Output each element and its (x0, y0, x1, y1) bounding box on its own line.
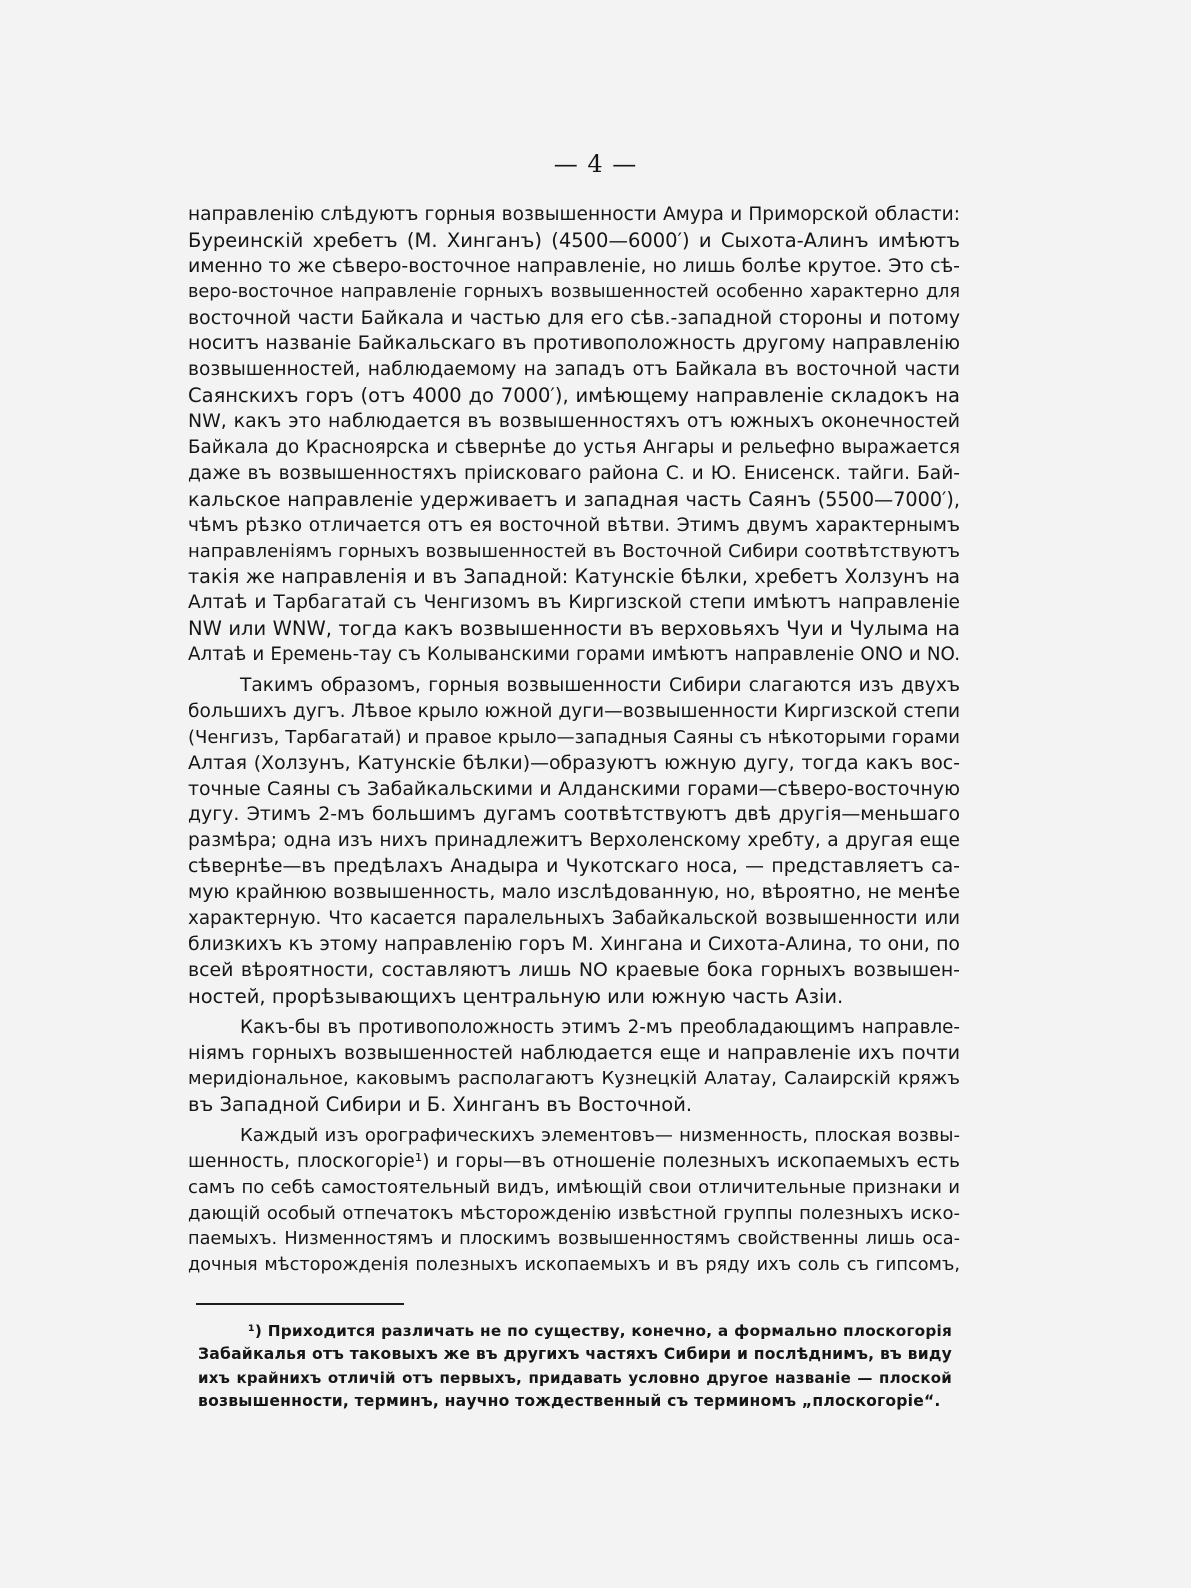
text-line: восточной части Байкала и частью для его сѣв.-западной стороны и потому (188, 306, 960, 329)
text-line: шенность, плоскогоріе¹) и горы—въ отношеніе полезныхъ ископаемыхъ есть (188, 1151, 960, 1173)
text-line: кальское направленіе удерживаетъ и западная часть Саянъ (5500—7000′), (188, 487, 960, 511)
body-text (188, 202, 960, 1279)
footnote-line: Забайкалья отъ таковыхъ же въ другихъ частяхъ Сибири и послѣднимъ, въ виду (198, 1345, 952, 1364)
text-line: дочныя мѣсторожденія полезныхъ ископаемыхъ и въ ряду ихъ соль съ гипсомъ, (188, 1254, 960, 1275)
text-line: Саянскихъ горъ (отъ 4000 до 7000′), имѣющему направленіе складокъ на (188, 384, 960, 408)
page-number: — 4 — (553, 150, 638, 178)
text-line: близкихъ къ этому направленію горъ М. Хингана и Сихота-Алина, то они, по (188, 932, 960, 955)
text-line: такія же направленія и въ Западной: Катунскіе бѣлки, хребетъ Холзунъ на (188, 565, 960, 589)
text-line: характерную. Что касается паралельныхъ Забайкальской возвышенности или (188, 908, 960, 930)
text-line: Буреинскій хребетъ (М. Хинганъ) (4500—6000′) и Сыхота-Алинъ имѣютъ (188, 228, 960, 252)
text-line: самъ по себѣ самостоятельный видъ, имѣющій свои отличительные признаки и (188, 1176, 960, 1198)
text-line: дугу. Этимъ 2-мъ большимъ дугамъ соотвѣтствуютъ двѣ другія—меньшаго (188, 803, 960, 826)
footnote (198, 1320, 952, 1414)
paragraph (188, 1123, 960, 1278)
text-line: паемыхъ. Низменностямъ и плоскимъ возвышенностямъ свойственны лишь оса- (188, 1228, 960, 1249)
footnote-line: ¹) Приходится различать не по существу, конечно, а формально плоскогорія (248, 1322, 952, 1340)
text-line: направленію слѣдуютъ горныя возвышенности Амура и Приморской области: (188, 204, 960, 225)
text-line: именно то же сѣверо-восточное направленіе, но лишь болѣе крутое. Это сѣ- (188, 254, 960, 277)
text-line: Байкала до Красноярска и сѣвернѣе до устья Ангары и рельефно выражается (188, 437, 960, 459)
text-line: возвышенностей, наблюдаемому на западъ отъ Байкала въ восточной части (188, 359, 960, 381)
text-line: веро-восточное направленіе горныхъ возвышенностей особенно характерно для (188, 281, 960, 302)
text-line: Каждый изъ орографическихъ элементовъ— низменность, плоская возвы- (240, 1125, 960, 1147)
paragraph (188, 202, 960, 668)
text-line: даже въ возвышенностяхъ пріисковаго района С. и Ю. Енисенск. тайги. Бай- (188, 462, 960, 484)
text-line: носитъ названіе Байкальскаго въ противоположность другому направленію (188, 332, 960, 355)
text-line: сѣвернѣе—въ предѣлахъ Анадыра и Чукотскаго носа, — представляетъ са- (188, 855, 960, 878)
paragraph (188, 673, 960, 1010)
footnote-line: ихъ крайнихъ отличій отъ первыхъ, придавать условно другое названіе — плоской (198, 1368, 952, 1387)
text-line: Такимъ образомъ, горныя возвышенности Сибири слагаются изъ двухъ (240, 675, 960, 697)
paragraph (188, 1015, 960, 1119)
text-line: NW или WNW, тогда какъ возвышенности въ верховьяхъ Чуи и Чулыма на (188, 617, 960, 641)
text-line: размѣра; одна изъ нихъ принадлежитъ Верхоленскому хребту, а другая еще (188, 830, 960, 852)
text-line: дающій особый отпечатокъ мѣсторожденію извѣстной группы полезныхъ иско- (188, 1202, 960, 1224)
text-line: NW, какъ это наблюдается въ возвышенностяхъ отъ южныхъ оконечностей (188, 410, 960, 433)
text-line: Какъ-бы въ противоположность этимъ 2-мъ преобладающимъ направле- (240, 1016, 960, 1038)
text-line: ніямъ горныхъ возвышенностей наблюдается еще и направленіе ихъ почти (188, 1041, 960, 1064)
text-line: меридіональное, каковымъ располагаютъ Кузнецкій Алатау, Салаирскій кряжъ (188, 1068, 960, 1090)
text-line: ностей, прорѣзывающихъ центральную или южную часть Азіи. (188, 984, 844, 1008)
text-line: направленіямъ горныхъ возвышенностей въ Восточной Сибири соотвѣтствуютъ (188, 540, 960, 562)
text-line: (Ченгизъ, Тарбагатай) и правое крыло—западныя Саяны съ нѣкоторыми горами (188, 726, 960, 748)
text-line: Алтаѣ и Тарбагатай съ Ченгизомъ въ Киргизской степи имѣютъ направленіе (188, 592, 960, 614)
text-line: Алтаѣ и Еремень-тау съ Колыванскими горами имѣютъ направленіе ONO и NO. (188, 644, 960, 666)
text-line: мую крайнюю возвышенность, мало изслѣдованную, но, вѣроятно, не менѣе (188, 881, 960, 904)
text-line: всей вѣроятности, составляютъ лишь NO краевые бока горныхъ возвышен- (188, 958, 960, 981)
text-line: Алтая (Холзунъ, Катунскіе бѣлки)—образуютъ южную дугу, тогда какъ вос- (188, 751, 960, 774)
text-line: въ Западной Сибири и Б. Хинганъ въ Восточной. (188, 1093, 693, 1117)
text-line: точные Саяны съ Забайкальскими и Алданскими горами—сѣверо-восточную (188, 777, 960, 800)
text-line: чѣмъ рѣзко отличается отъ ея восточной вѣтви. Этимъ двумъ характернымъ (188, 514, 960, 536)
text-line: большихъ дугъ. Лѣвое крыло южной дуги—возвышенности Киргизской степи (188, 700, 960, 722)
footnote-divider (196, 1303, 404, 1305)
footnote-line: возвышенности, терминъ, научно тождественный съ терминомъ „плоскогоріе“. (198, 1392, 941, 1411)
